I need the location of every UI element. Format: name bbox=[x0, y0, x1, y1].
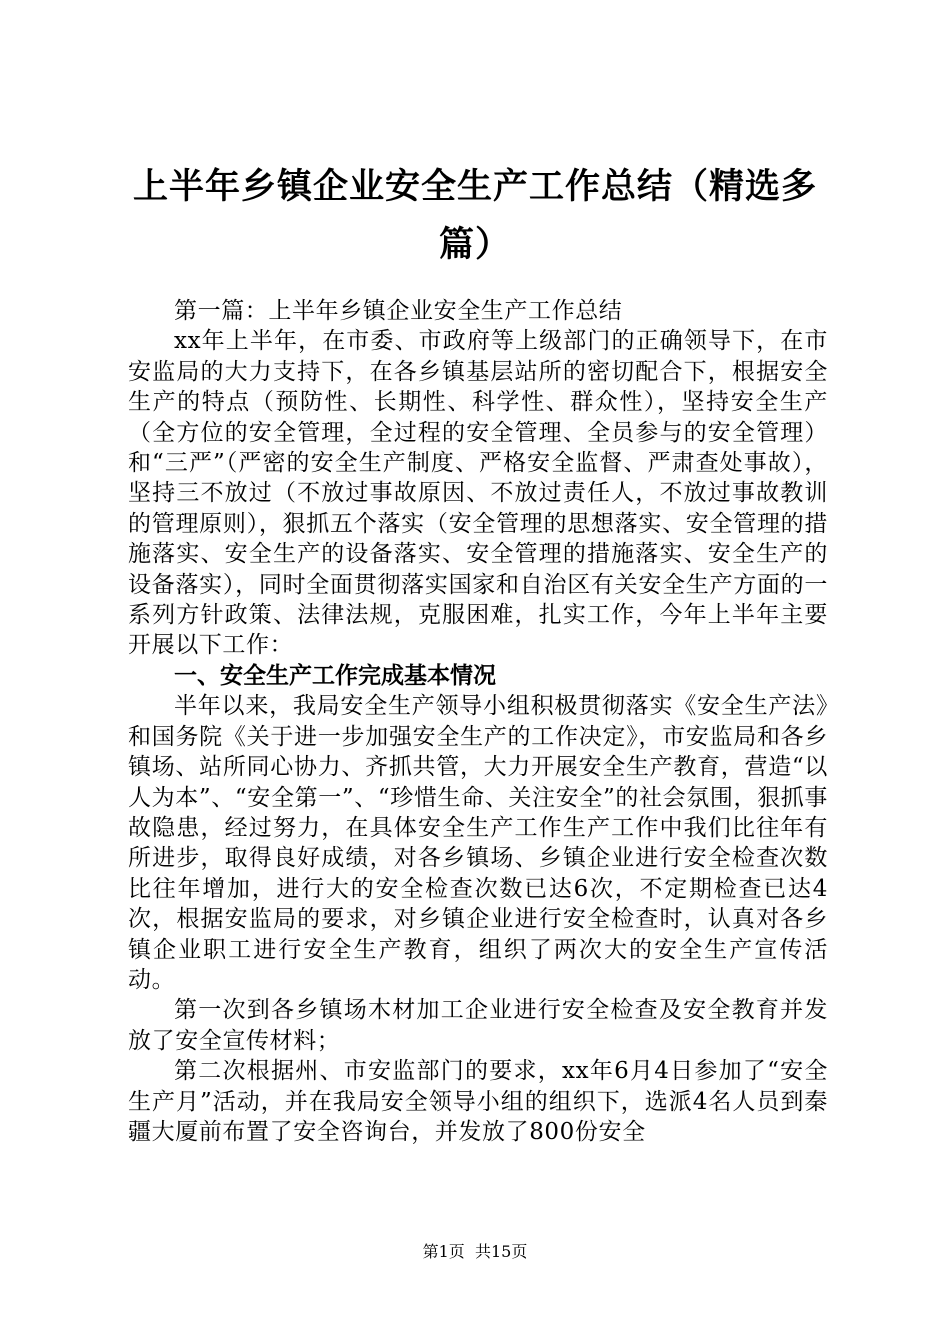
document-title: 上半年乡镇企业安全生产工作总结（精选多篇） bbox=[132, 166, 817, 265]
page-footer bbox=[0, 1241, 950, 1263]
body-paragraph: xx年上半年，在市委、市政府等上级部门的正确领导下，在市安监局的大力支持下，在各乡镇基层站所的密切配合下，根据安全生产的特点（预防性、长期性、科学性、群众性），坚持安全生产（全方位的安全管理，全过程的安全管理、全员参与的安全管理）和“三严”（严密的安全生产制度、严格安全监督、严肃查处事故），坚持三不放过（不放过事故原因、不放过责任人，不放过事故教训的管理原则），狠抓五个落实（安全管理的思想落实、安全管理的措施落实、安全生产的设备落实、安全管理的措施落实、安全生产的设备落实），同时全面贯彻落实国家和自治区有关安全生产方面的一系列方针政策、法律法规，克服困难，扎实工作，今年上半年主要开展以下工作： bbox=[128, 328, 828, 659]
document-body bbox=[128, 296, 828, 1147]
body-paragraph: 第一次到各乡镇场木材加工企业进行安全检查及安全教育并发放了安全宣传材料； bbox=[128, 997, 828, 1054]
page-number: 第1页 bbox=[422, 1242, 465, 1261]
page-total: 共15页 bbox=[474, 1242, 528, 1261]
body-paragraph: 半年以来，我局安全生产领导小组积极贯彻落实《安全生产法》和国务院《关于进一步加强安全生产的工作决定》，市安监局和各乡镇场、站所同心协力、齐抓共管，大力开展安全生产教育，营造“以人为本”、“安全第一”、“珍惜生命、关注安全”的社会氛围，狠抓事故隐患，经过努力，在具体安全生产工作生产工作中我们比往年有所进步，取得良好成绩，对各乡镇场、乡镇企业进行安全检查次数比往年增加，进行大的安全检查次数已达6次，不定期检查已达4次，根据安监局的要求，对乡镇企业进行安全检查时，认真对各乡镇企业职工进行安全生产教育，组织了两次大的安全生产宣传活动。 bbox=[128, 693, 828, 993]
section-heading-first: 第一篇：上半年乡镇企业安全生产工作总结 bbox=[174, 298, 623, 324]
body-paragraph: 第二次根据州、市安监部门的要求，xx年6月4日参加了“安全生产月”活动，并在我局安全领导小组的组织下，选派4名人员到秦疆大厦前布置了安全咨询台，并发放了800份安全 bbox=[128, 1058, 828, 1145]
section-heading: 一、安全生产工作完成基本情况 bbox=[174, 662, 496, 689]
